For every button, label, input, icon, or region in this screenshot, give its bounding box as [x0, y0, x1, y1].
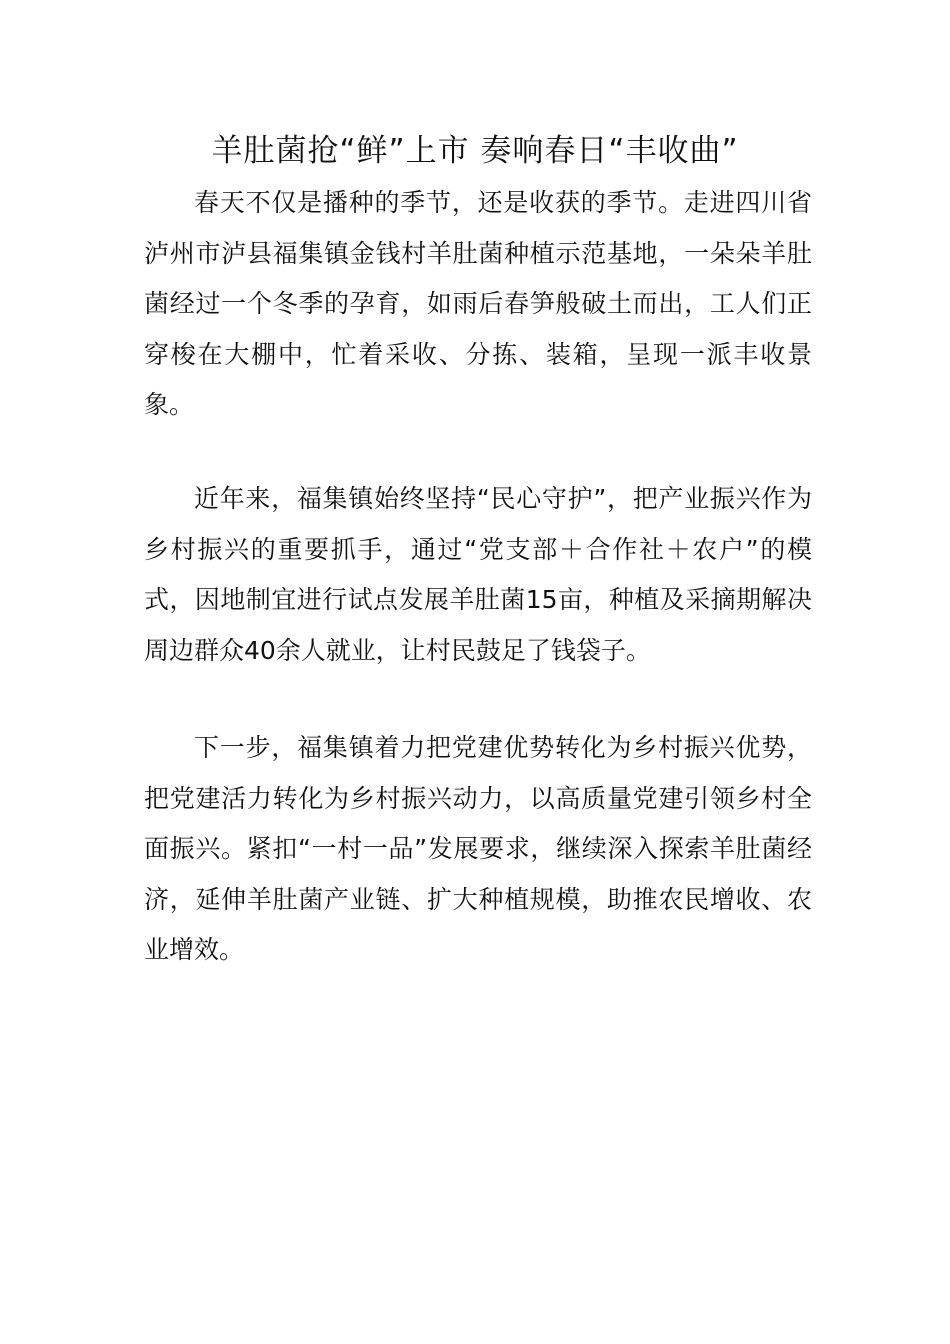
article-title: 羊肚菌抢“鲜”上市 奏响春日“丰收曲”: [211, 133, 739, 169]
paragraph-1: 春天不仅是播种的季节，还是收获的季节。走进四川省泸州市泸县福集镇金钱村羊肚菌种植示范基地，一朵朵羊肚菌经过一个冬季的孕育，如雨后春笋般破土而出，工人们正穿梭在大棚中，忙着采收、分拣、装箱，呈现一派丰收景象。: [144, 188, 812, 420]
paragraph-3: 下一步，福集镇着力把党建优势转化为乡村振兴优势，把党建活力转化为乡村振兴动力，以高质量党建引领乡村全面振兴。紧扣“一村一品”发展要求，继续深入探索羊肚菌经济，延伸羊肚菌产业链、扩大种植规模，助推农民增收、农业增效。: [144, 733, 812, 965]
paragraph-2: 近年来，福集镇始终坚持“民心守护”，把产业振兴作为乡村振兴的重要抓手，通过“党支部＋合作社＋农户”的模式，因地制宜进行试点发展羊肚菌15亩，种植及采摘期解决周边群众40余人就业，让村民鼓足了钱袋子。: [144, 484, 812, 665]
